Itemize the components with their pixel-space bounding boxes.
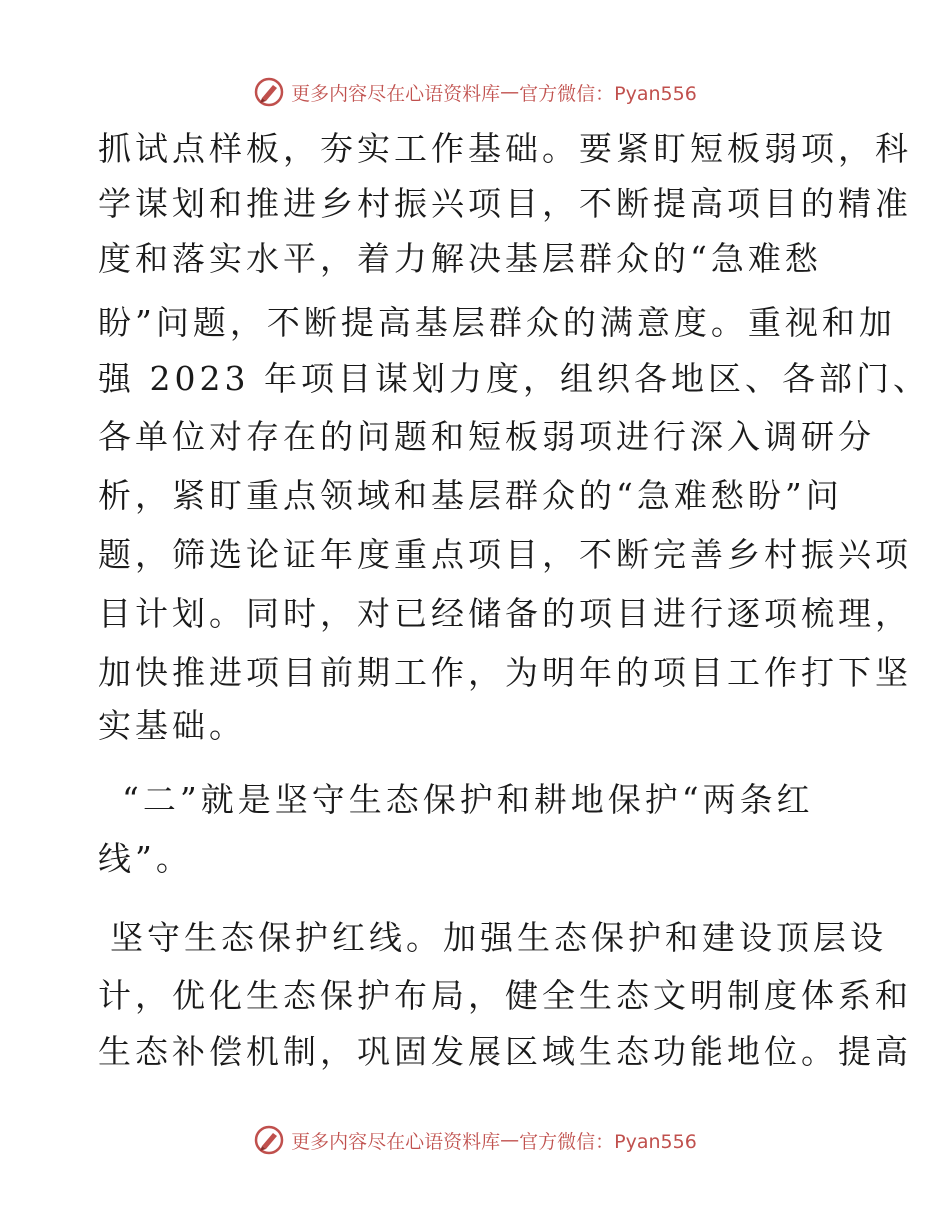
text-line: 析，紧盯重点领域和基层群众的“急难愁盼”问 [98,476,843,515]
watermark-title: 更多内容尽在心语资料库 [291,82,501,105]
pen-logo-icon [253,76,285,108]
text-line: 各单位对存在的问题和短板弱项进行深入调研分 [98,417,875,456]
text-line: 生态补偿机制，巩固发展区域生态功能地位。提高 [98,1032,912,1071]
text-line: 目计划。同时，对已经储备的项目进行逐项梳理， [98,594,912,633]
text-line: 坚守生态保护红线。加强生态保护和建设顶层设 [110,918,887,957]
watermark-title: 更多内容尽在心语资料库 [291,1130,501,1153]
section-heading-line: “二”就是坚守生态保护和耕地保护“两条红 [122,780,814,819]
watermark-contact: 官方微信：Pyan556 [519,1130,697,1153]
pen-logo-icon [253,1124,285,1156]
footer-watermark [0,1120,950,1160]
text-line: 学谋划和推进乡村振兴项目，不断提高项目的精准 [98,184,912,223]
text-line: 强 2023 年项目谋划力度，组织各地区、各部门、 [98,359,930,398]
watermark-dash: — [500,1129,520,1151]
text-line: 抓试点样板，夯实工作基础。要紧盯短板弱项，科 [98,129,912,168]
section-heading-line: 线”。 [98,839,193,878]
text-line: 计，优化生态保护布局，健全生态文明制度体系和 [98,976,912,1015]
watermark-dash: — [500,81,520,103]
text-line: 题，筛选论证年度重点项目，不断完善乡村振兴项 [98,535,912,574]
watermark-contact: 官方微信：Pyan556 [519,82,697,105]
text-line: 盼”问题，不断提高基层群众的满意度。重视和加 [98,303,896,342]
text-line: 加快推进项目前期工作，为明年的项目工作打下坚 [98,653,912,692]
header-watermark [0,72,950,112]
text-line: 度和落实水平，着力解决基层群众的“急难愁 [98,239,822,278]
text-line: 实基础。 [98,706,246,745]
